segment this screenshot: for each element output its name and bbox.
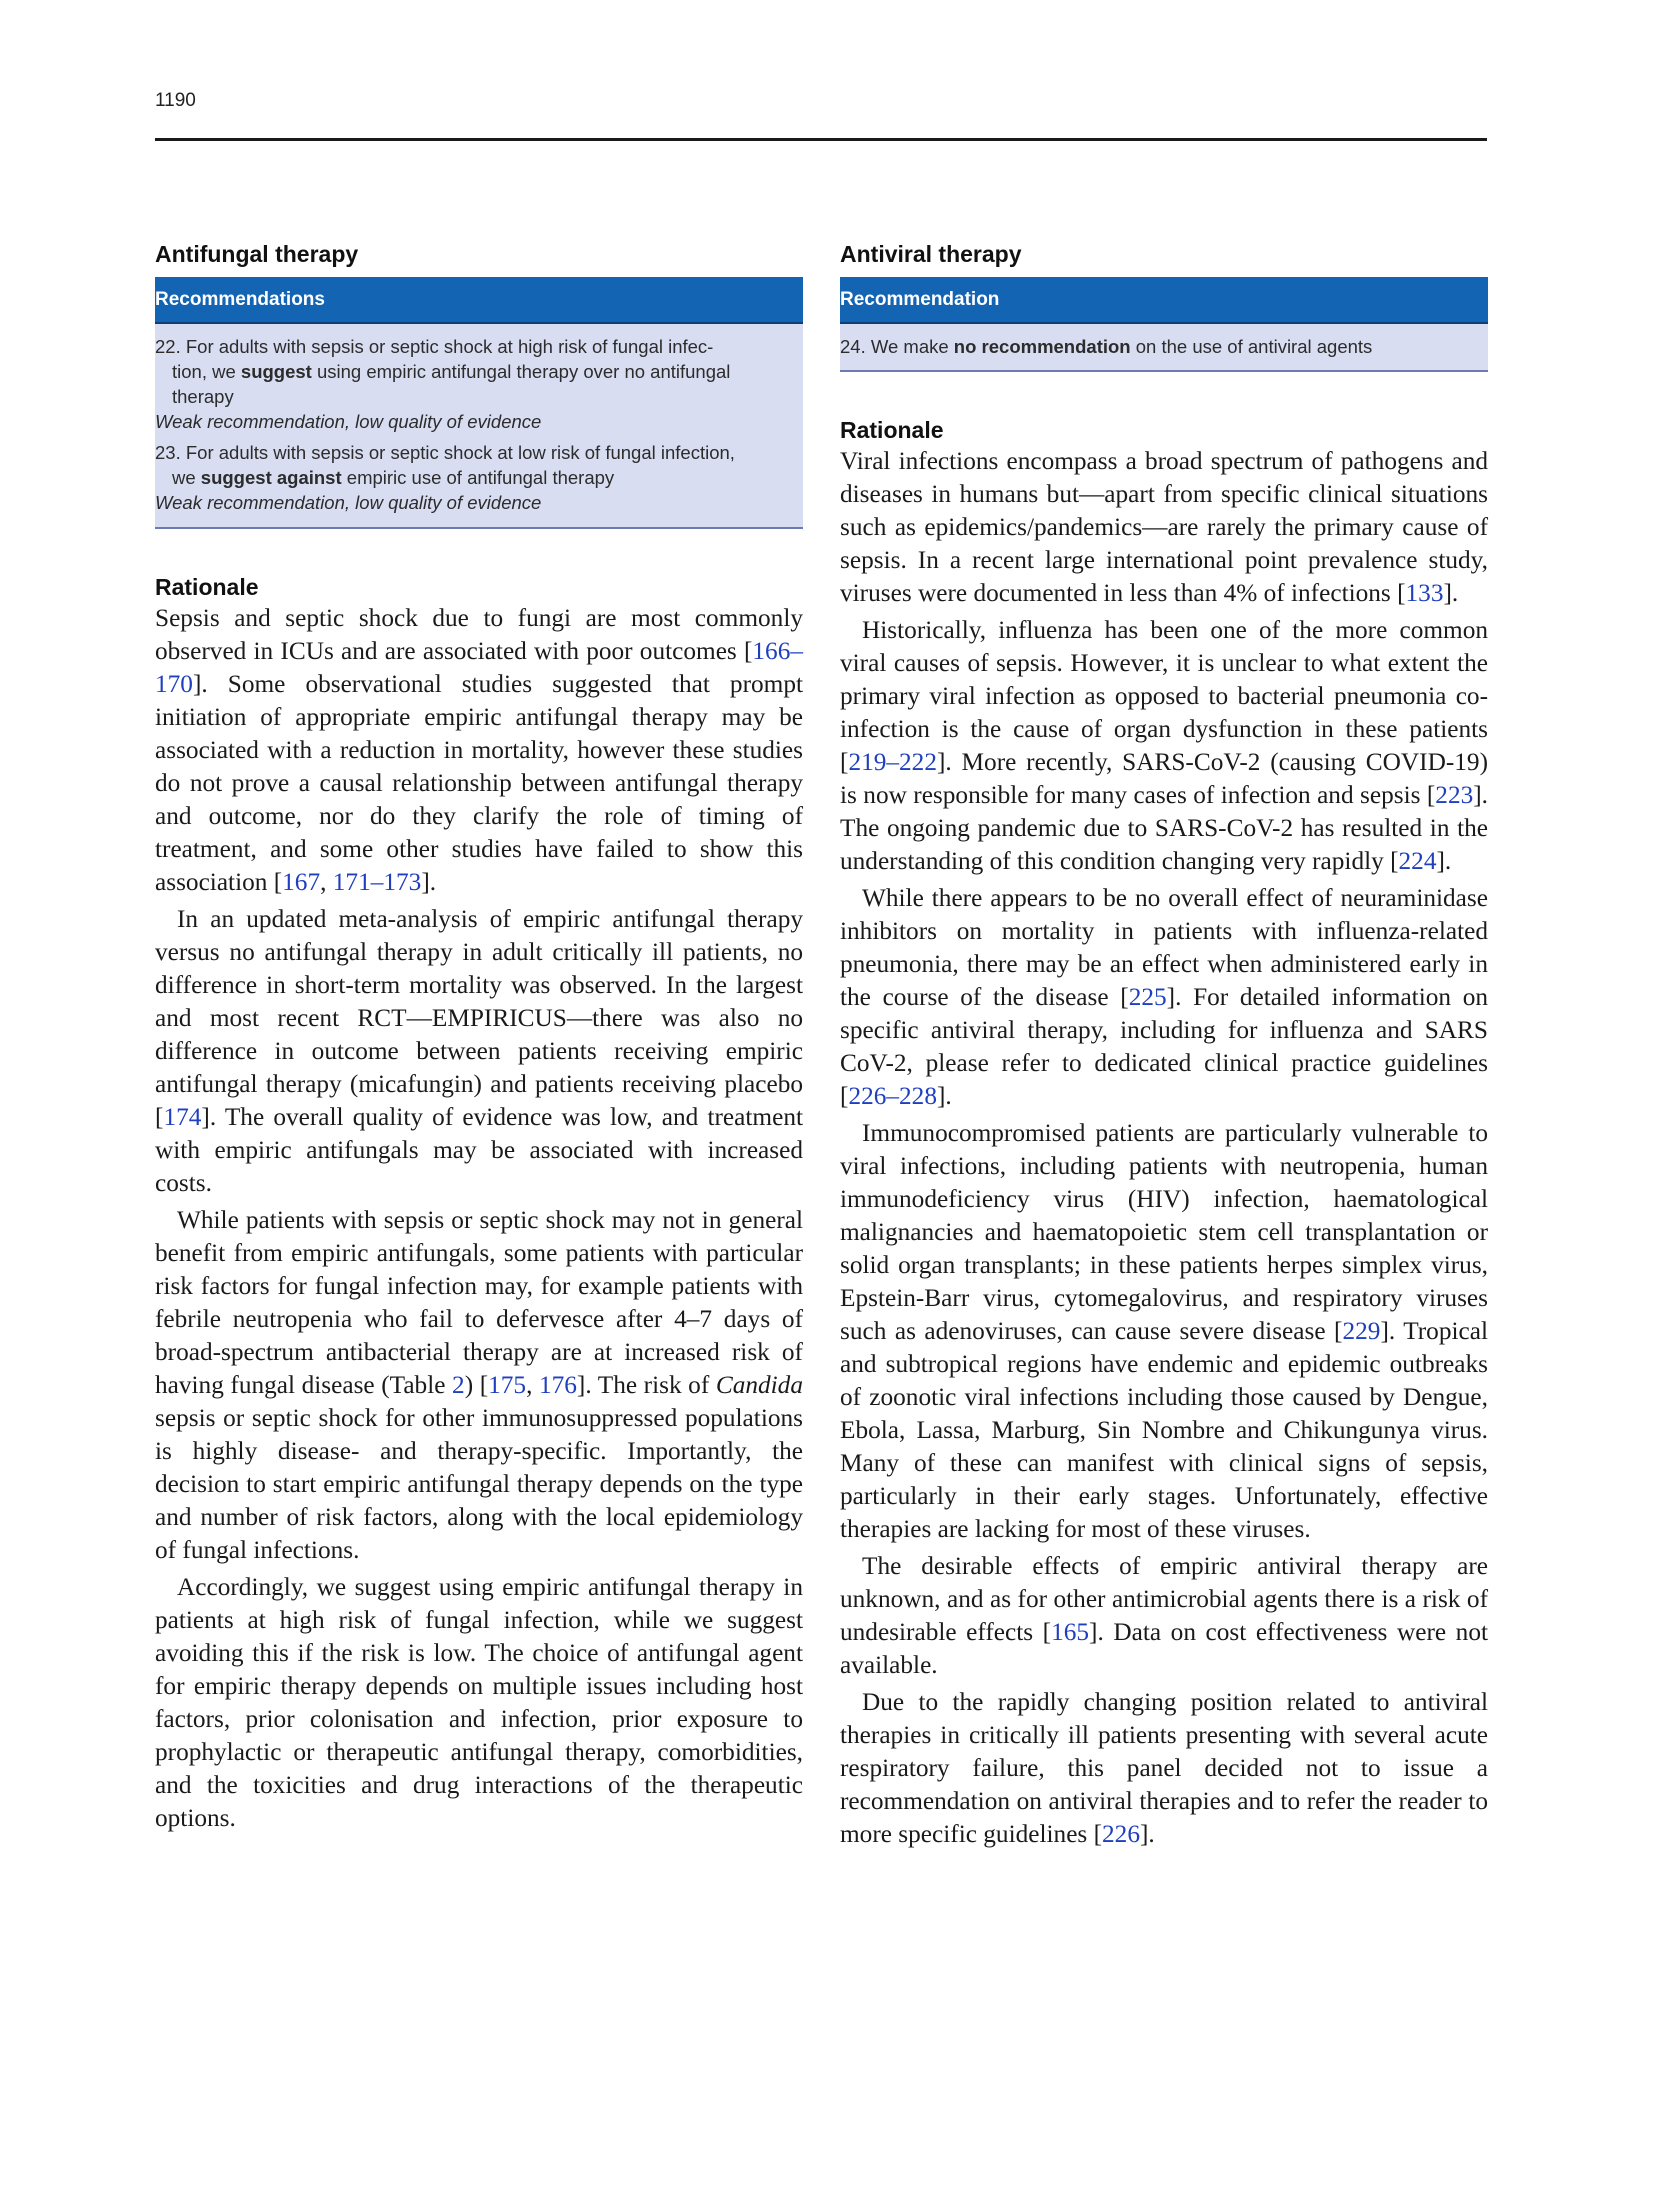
antifungal-paragraph-3 <box>155 1204 803 1567</box>
text: , <box>320 868 333 896</box>
citation-link[interactable]: 165 <box>1051 1618 1090 1646</box>
text: ]. <box>936 1082 952 1110</box>
section-title-antiviral: Antiviral therapy <box>840 241 1022 267</box>
citation-link[interactable]: 175 <box>488 1371 527 1399</box>
text: ]. More recently, SARS-CoV-2 (causing COVID-19) is now responsible for many cases of infection and sepsis [ <box>840 748 1488 809</box>
text: Historically, influenza has been one of the more common viral causes of sepsis. However, it is unclear to what extent the primary viral infection as opposed to bacterial pneumonia co-infection is the cause of organ dysfunction in these patients [ <box>840 616 1488 776</box>
text: Immunocompromised patients are particularly vulnerable to viral infections, including patients with neutropenia, human immunodeficiency virus (HIV) infection, haematological malignancies and haematopoietic stem cell transplantation or solid organ transplants; in these patients herpes simplex virus, Epstein-Barr virus, cytomegalovirus, and respiratory viruses such as adenoviruses, can cause severe disease [ <box>840 1119 1488 1345</box>
rec24-text-b: on the use of antiviral agents <box>1130 336 1373 357</box>
left-column <box>155 240 803 1839</box>
rec23-text-c: empiric use of antifungal therapy <box>341 467 615 488</box>
antiviral-paragraph-2 <box>840 614 1488 878</box>
text: ]. Data on cost effectiveness were not available. <box>840 1618 1488 1679</box>
antiviral-paragraph-5 <box>840 1550 1488 1682</box>
rec22-strength: suggest <box>240 361 312 382</box>
text: ]. Some observational studies suggested that prompt initiation of appropriate empiric antifungal therapy may be associated with a reduction in mortality, however these studies do not prove a causal relationship between antifungal therapy and outcome, nor do they clarify the role of timing of treatment, and some other studies have failed to show this association [ <box>155 670 803 896</box>
rec22-text-d: therapy <box>172 386 234 407</box>
section-title-antifungal: Antifungal therapy <box>155 241 359 267</box>
citation-link[interactable]: 225 <box>1128 983 1167 1011</box>
page-number: 1190 <box>155 90 196 111</box>
citation-link[interactable]: 167 <box>282 868 321 896</box>
rec22-text-b: tion, we <box>172 361 241 382</box>
rec23-strength: suggest against <box>200 467 342 488</box>
text: In an updated meta-analysis of empiric antifungal therapy versus no antifungal therapy in adult critically ill patients, no difference in short-term mortality was observed. In the largest and most recent RCT—EMPIRICUS—there was also no difference in outcome between patients receiving empiric antifungal therapy (micafungin) and patients receiving placebo [ <box>155 905 803 1131</box>
header-rule <box>155 138 1487 141</box>
rec22-grade: Weak recommendation, low quality of evidence <box>155 411 542 432</box>
citation-link[interactable]: 224 <box>1398 847 1437 875</box>
antiviral-paragraph-4 <box>840 1117 1488 1546</box>
recommendations-box-antifungal <box>155 277 803 529</box>
recommendation-header: Recommendation <box>840 277 1488 324</box>
antiviral-paragraph-1 <box>840 445 1488 610</box>
text: Sepsis and septic shock due to fungi are most commonly observed in ICUs and are associated with poor outcomes [ <box>155 604 803 665</box>
text: sepsis or septic shock for other immunosuppressed populations is highly disease- and therapy-specific. Importantly, the decision to start empiric antifungal therapy depends on the type and number of risk factors, along with the local epidemiology of fungal infections. <box>155 1404 803 1564</box>
text: While there appears to be no overall effect of neuraminidase inhibitors on mortality in patients with influenza-related pneumonia, there may be an effect when administered early in the course of the disease [ <box>840 884 1488 1011</box>
rationale-title-antifungal: Rationale <box>155 574 259 600</box>
recommendations-body <box>155 324 803 527</box>
text: ]. <box>1443 579 1459 607</box>
antifungal-paragraph-2 <box>155 903 803 1200</box>
rec24-strength: no recommendation <box>953 336 1131 357</box>
text: ]. <box>1436 847 1452 875</box>
citation-link[interactable]: 226–228 <box>848 1082 937 1110</box>
text: While patients with sepsis or septic shock may not in general benefit from empiric antifungals, some patients with particular risk factors for fungal infection may, for example patients with febrile neutropenia who fail to defervesce after 4–7 days of broad-spectrum antibacterial therapy are at increased risk of having fungal disease (Table <box>155 1206 803 1399</box>
rationale-title-antiviral: Rationale <box>840 417 944 443</box>
text: ) [ <box>464 1371 489 1399</box>
recommendation-body <box>840 324 1488 370</box>
text: ]. For detailed information on specific antiviral therapy, including for influenza and SARS CoV-2, please refer to dedicated clinical practice guidelines [ <box>840 983 1488 1110</box>
citation-link[interactable]: 226 <box>1102 1820 1140 1848</box>
text: ]. The overall quality of evidence was low, and treatment with empiric antifungals may be associated with increased costs. <box>155 1103 803 1197</box>
recommendation-24 <box>840 334 1488 359</box>
italic-term: Candida <box>715 1371 803 1399</box>
text: ]. The ongoing pandemic due to SARS-CoV-2 has resulted in the understanding of this condition changing very rapidly [ <box>840 781 1488 875</box>
text: Due to the rapidly changing position related to antiviral therapies in critically ill patients presenting with several acute respiratory failure, this panel decided not to issue a recommendation on antiviral therapies and to refer the reader to more specific guidelines [ <box>840 1688 1488 1848</box>
citation-link[interactable]: 223 <box>1435 781 1474 809</box>
text: Accordingly, we suggest using empiric antifungal therapy in patients at high risk of fungal infection, while we suggest avoiding this if the risk is low. The choice of antifungal agent for empiric therapy depends on multiple issues including host factors, prior colonisation and infection, prior exposure to prophylactic or therapeutic antifungal therapy, comorbidities, and the toxicities and drug interactions of the therapeutic options. <box>155 1573 803 1832</box>
citation-link[interactable]: 176 <box>538 1371 577 1399</box>
rec23-text-b: we <box>172 467 201 488</box>
antifungal-paragraph-1 <box>155 602 803 899</box>
recommendation-22 <box>155 334 803 409</box>
citation-link[interactable]: 133 <box>1405 579 1444 607</box>
citation-link[interactable]: 171–173 <box>332 868 422 896</box>
antiviral-paragraph-3 <box>840 882 1488 1113</box>
rec23-text-a: 23. For adults with sepsis or septic shock at low risk of fungal infection, <box>155 442 735 463</box>
rec23-grade: Weak recommendation, low quality of evidence <box>155 492 542 513</box>
antifungal-paragraph-4 <box>155 1571 803 1835</box>
table-link[interactable]: 2 <box>452 1371 465 1399</box>
citation-link[interactable]: 174 <box>163 1103 202 1131</box>
right-column <box>840 240 1488 1855</box>
text: Viral infections encompass a broad spectrum of pathogens and diseases in humans but—apart from specific clinical situations such as epidemics/pandemics—are rarely the primary cause of sepsis. In a recent large international point prevalence study, viruses were documented in less than 4% of infections [ <box>840 447 1488 607</box>
citation-link[interactable]: 229 <box>1342 1317 1381 1345</box>
text: The desirable effects of empiric antiviral therapy are unknown, and as for other antimicrobial agents there is a risk of undesirable effects [ <box>840 1552 1488 1646</box>
rec22-text-a: 22. For adults with sepsis or septic shock at high risk of fungal infec- <box>155 336 714 357</box>
recommendations-header: Recommendations <box>155 277 803 324</box>
citation-link[interactable]: 219–222 <box>848 748 937 776</box>
rec24-text-a: 24. We make <box>840 336 954 357</box>
antiviral-paragraph-6 <box>840 1686 1488 1851</box>
citation-link[interactable]: 166–170 <box>155 637 803 698</box>
text: ]. <box>1139 1820 1155 1848</box>
text: ]. Tropical and subtropical regions have endemic and epidemic outbreaks of zoonotic viral infections including those caused by Dengue, Ebola, Lassa, Marburg, Sin Nombre and Chikungunya virus. Many of these can manifest with clinical signs of sepsis, particularly in their early stages. Unfortunately, effective therapies are lacking for most of these viruses. <box>840 1317 1488 1543</box>
text: ]. <box>421 868 437 896</box>
recommendation-box-antiviral <box>840 277 1488 372</box>
text: ]. The risk of <box>576 1371 716 1399</box>
text: , <box>526 1371 539 1399</box>
recommendation-23 <box>155 440 803 490</box>
rec22-text-c: using empiric antifungal therapy over no antifungal <box>311 361 731 382</box>
